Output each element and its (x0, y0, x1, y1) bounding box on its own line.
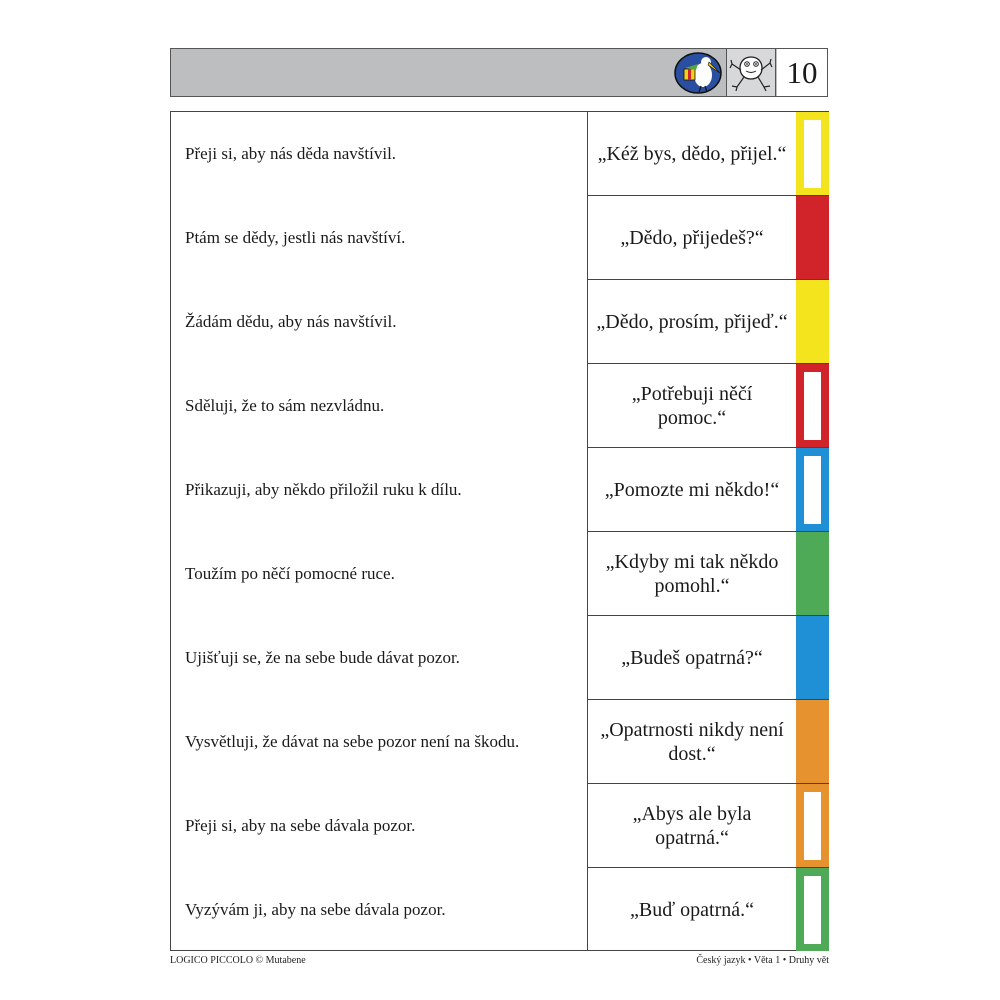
statement-text: Vyzývám ji, aby na sebe dávala pozor. (185, 900, 446, 919)
table-row (171, 784, 828, 868)
statement-text: Přeji si, aby na sebe dávala pozor. (185, 816, 416, 835)
quote-text: „Pomozte mi někdo!“ (604, 478, 780, 501)
quote-text: „Buď opatrná.“ (630, 898, 754, 921)
statement-text: Ujišťuji se, že na sebe bude dávat pozor. (185, 648, 460, 667)
statement-text: Sděluji, že to sám nezvládnu. (185, 396, 385, 415)
color-tab-window (804, 372, 821, 440)
color-tab (796, 700, 829, 783)
table-row (171, 112, 828, 196)
color-tab (796, 448, 829, 531)
sentence-matching-table (170, 111, 829, 951)
color-tab-window (804, 792, 821, 860)
table-row (171, 280, 828, 364)
table-row (171, 448, 828, 532)
color-tab (796, 112, 829, 195)
color-tab (796, 616, 829, 699)
quote-text: „Potřebuji něčí pomoc.“ (631, 382, 753, 429)
statement-text: Toužím po něčí pomocné ruce. (185, 564, 395, 583)
quote-text: „Kéž bys, dědo, přijel.“ (597, 142, 787, 165)
color-tab (796, 364, 829, 447)
footer-publisher: LOGICO PICCOLO © Mutabene (170, 955, 306, 966)
footer-subject: Český jazyk • Věta 1 • Druhy vět (696, 955, 829, 966)
table-row (171, 700, 828, 784)
color-tab-window (804, 876, 821, 944)
color-tab-window (804, 120, 821, 188)
page-header (170, 48, 828, 97)
quote-text: „Dědo, prosím, přijeď.“ (596, 310, 788, 333)
stork-with-gift-icon (673, 51, 723, 95)
quote-text: „Kdyby mi tak někdo pomohl.“ (605, 550, 779, 597)
statement-text: Přikazuji, aby někdo přiložil ruku k dílu. (185, 480, 462, 499)
quote-text: „Abys ale byla opatrná.“ (632, 802, 752, 849)
table-row (171, 616, 828, 700)
color-tab (796, 280, 829, 363)
statement-text: Žádám dědu, aby nás navštívil. (185, 312, 397, 331)
page-number: 10 (777, 49, 827, 96)
statement-text: Přeji si, aby nás děda navštívil. (185, 144, 397, 163)
table-row (171, 868, 828, 952)
color-tab (796, 196, 829, 279)
color-tab (796, 868, 829, 951)
frog-icon-box (726, 49, 776, 96)
statement-text: Vysvětluji, že dávat na sebe pozor není na škodu. (185, 732, 520, 751)
statement-text: Ptám se dědy, jestli nás navštíví. (185, 228, 406, 247)
quote-text: „Opatrnosti nikdy není dost.“ (600, 718, 784, 765)
table-row (171, 196, 828, 280)
table-row (171, 364, 828, 448)
table-row (171, 532, 828, 616)
color-tab (796, 784, 829, 867)
quote-text: „Budeš opatrná?“ (621, 646, 763, 669)
color-tab (796, 532, 829, 615)
frog-icon (727, 49, 775, 94)
quote-text: „Dědo, přijedeš?“ (620, 226, 764, 249)
color-tab-window (804, 456, 821, 524)
